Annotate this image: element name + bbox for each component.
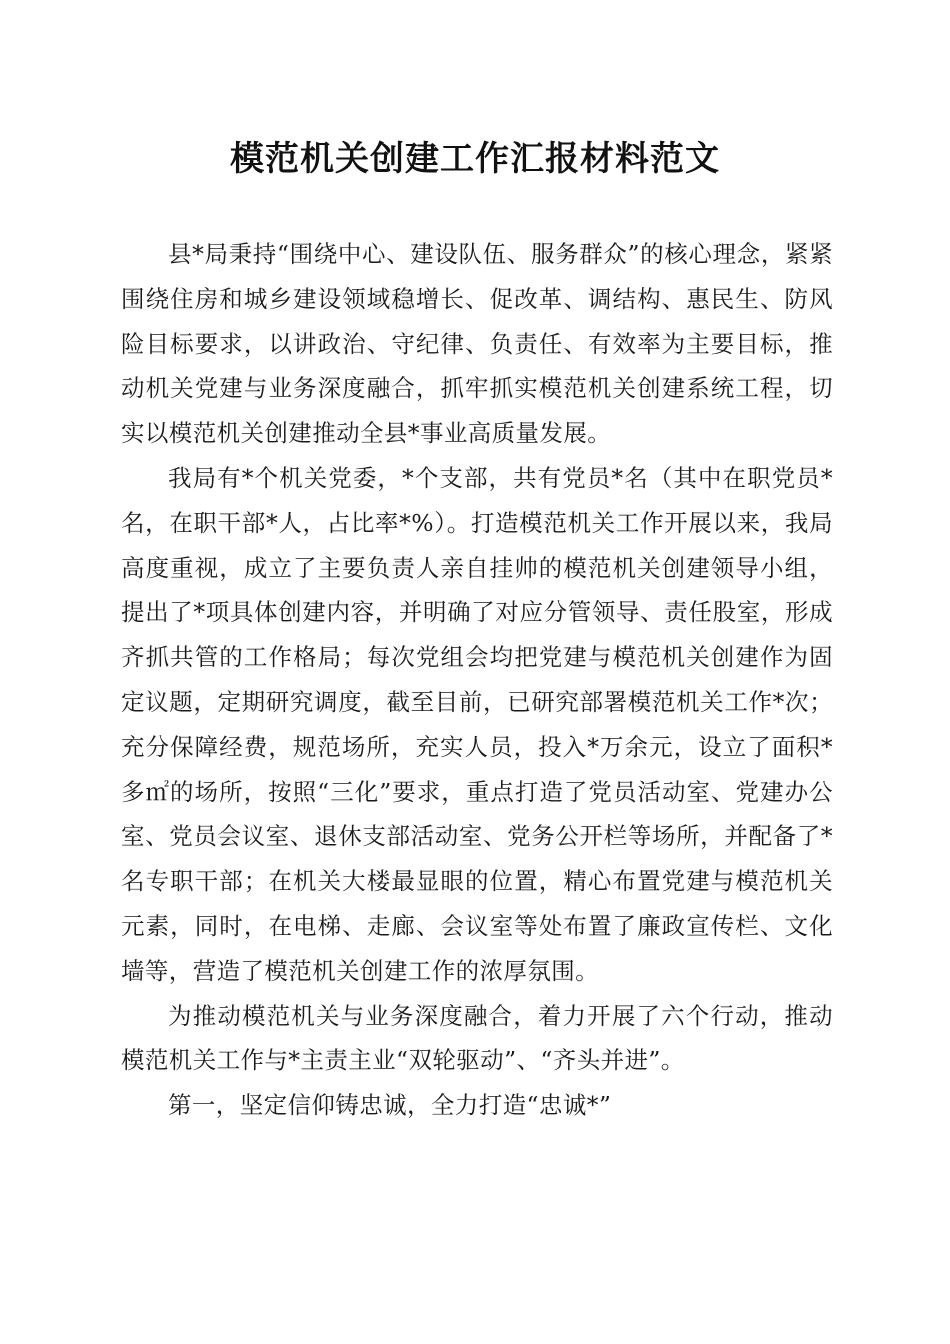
paragraph-intro: 县*局秉持“围绕中心、建设队伍、服务群众”的核心理念，紧紧围绕住房和城乡建设领域稳增长、促改革、调结构、惠民生、防风险目标要求，以讲政治、守纪律、负责任、有效率为主要目标，推动机关党建与业务深度融合，抓牢抓实模范机关创建系统工程，切实以模范机关创建推动全县*事业高质量发展。 bbox=[121, 240, 833, 448]
document-body bbox=[121, 232, 833, 1128]
paragraph-actions: 为推动模范机关与业务深度融合，着力开展了六个行动，推动模范机关工作与*主责主业“双轮驱动”、“齐头并进”。 bbox=[121, 1001, 833, 1075]
section-heading-first: 第一，坚定信仰铸忠诚，全力打造“忠诚*” bbox=[168, 1091, 612, 1120]
paragraph-overview: 我局有*个机关党委，*个支部，共有党员*名（其中在职党员*名，在职干部*人，占比率*%）。打造模范机关工作开展以来，我局高度重视，成立了主要负责人亲自挂帅的模范机关创建领导小组，提出了*项具体创建内容，并明确了对应分管领导、责任股室，形成齐抓共管的工作格局；每次党组会均把党建与模范机关创建作为固定议题，定期研究调度，截至目前，已研究部署模范机关工作*次；充分保障经费，规范场所，充实人员，投入*万余元，设立了面积*多㎡的场所，按照“三化”要求，重点打造了党员活动室、党建办公室、党员会议室、退休支部活动室、党务公开栏等场所，并配备了*名专职干部；在机关大楼最显眼的位置，精心布置党建与模范机关元素，同时，在电梯、走廊、会议室等处布置了廉政宣传栏、文化墙等，营造了模范机关创建工作的浓厚氛围。 bbox=[121, 463, 833, 985]
document-title: 模范机关创建工作汇报材料范文 bbox=[230, 139, 720, 179]
